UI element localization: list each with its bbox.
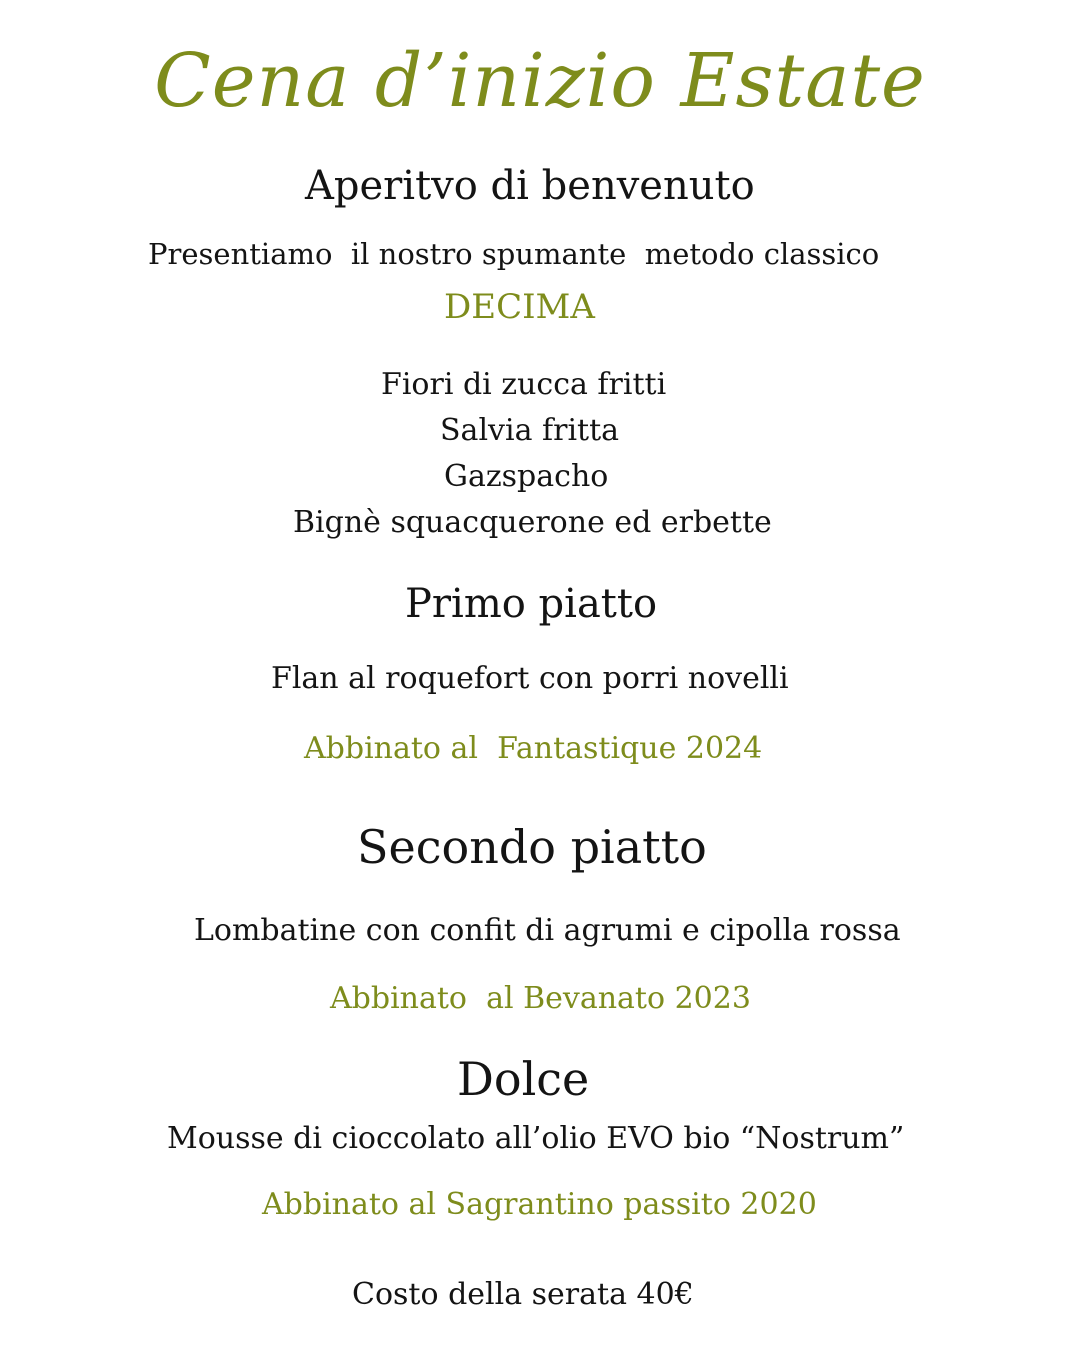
dolce-dish: Mousse di cioccolato all’olio EVO bio “Nostrum” — [167, 1121, 905, 1156]
aperitivo-item: Gazspacho — [444, 459, 609, 494]
aperitivo-item: Salvia fritta — [440, 413, 620, 448]
primo-dish: Flan al roquefort con porri novelli — [271, 661, 789, 696]
dolce-heading: Dolce — [457, 1052, 590, 1106]
aperitivo-intro: Presentiamo il nostro spumante metodo classico — [148, 237, 880, 271]
secondo-pairing: Abbinato al Bevanato 2023 — [330, 981, 751, 1016]
dolce-pairing: Abbinato al Sagrantino passito 2020 — [262, 1187, 817, 1222]
secondo-heading: Secondo piatto — [357, 820, 707, 874]
aperitivo-heading: Aperitvo di benvenuto — [305, 163, 755, 209]
cost-line: Costo della serata 40€ — [352, 1277, 694, 1312]
primo-pairing: Abbinato al Fantastique 2024 — [304, 731, 763, 766]
aperitivo-item: Bignè squacquerone ed erbette — [293, 505, 772, 540]
aperitivo-wine: DECIMA — [444, 287, 595, 327]
menu-title: Cena d’inizio Estate — [154, 38, 926, 124]
primo-heading: Primo piatto — [405, 581, 658, 627]
secondo-dish: Lombatine con confit di agrumi e cipolla rossa — [194, 913, 901, 948]
aperitivo-item: Fiori di zucca fritti — [381, 367, 667, 402]
